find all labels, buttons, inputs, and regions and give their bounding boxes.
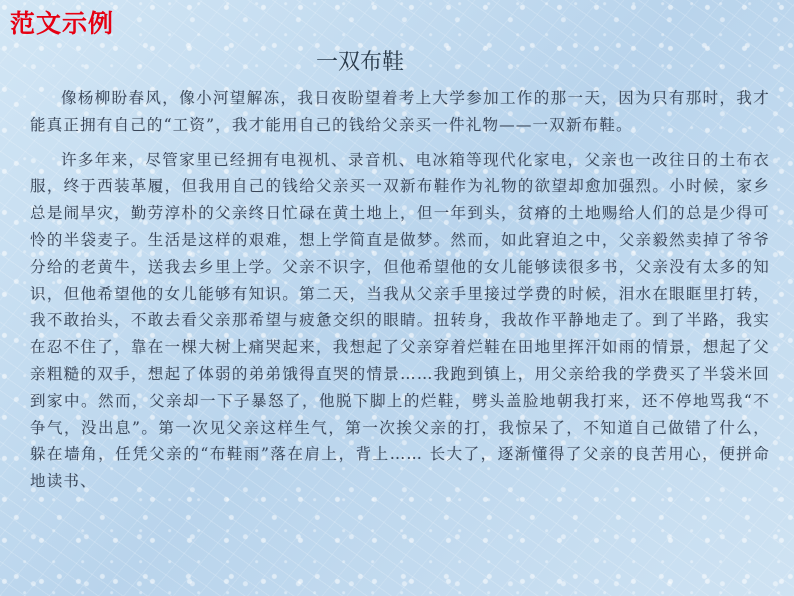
essay-body: [30, 85, 770, 495]
essay-paragraph-2: 许多年来，尽管家里已经拥有电视机、录音机、电冰箱等现代化家电，父亲也一改往日的土布衣服，终于西装革履，但我用自己的钱给父亲买一双新布鞋作为礼物的欲望却愈加强烈。小时候，家乡总是闹旱灾，勤劳淳朴的父亲终日忙碌在黄土地上，但一年到头，贫瘠的土地赐给人们的总是少得可怜的半袋麦子。生活是这样的艰难，想上学简直是做梦。然而，如此窘迫之中，父亲毅然卖掉了爷爷分给的老黄牛，送我去乡里上学。父亲不识字，但他希望他的女儿能够读很多书，父亲没有太多的知识，但他希望他的女儿能够有知识。第二天，当我从父亲手里接过学费的时候，泪水在眼眶里打转，我不敢抬头，不敢去看父亲那希望与疲惫交织的眼睛。扭转身，我故作平静地走了。到了半路，我实在忍不住了，靠在一棵大树上痛哭起来，我想起了父亲穿着烂鞋在田地里挥汗如雨的情景，想起了父亲粗糙的双手，想起了体弱的弟弟饿得直哭的情景……我跑到镇上，用父亲给我的学费买了半袋米回到家中。然而，父亲却一下子暴怒了，他脱下脚上的烂鞋，劈头盖脸地朝我打来，还不停地骂我“不争气，没出息”。第一次见父亲这样生气，第一次挨父亲的打，我惊呆了，不知道自己做错了什么，躲在墙角，任凭父亲的“布鞋雨”落在肩上，背上…… 长大了，逐渐懂得了父亲的良苦用心，便拼命地读书、: [30, 150, 770, 491]
essay-title: 一双布鞋: [315, 50, 404, 75]
slide-label: 范文示例: [10, 9, 115, 38]
essay-paragraph-1: 像杨柳盼春风，像小河望解冻，我日夜盼望着考上大学参加工作的那一天，因为只有那时，我才能真正拥有自己的“工资”，我才能用自己的钱给父亲买一件礼物——一双新布鞋。: [30, 89, 770, 134]
